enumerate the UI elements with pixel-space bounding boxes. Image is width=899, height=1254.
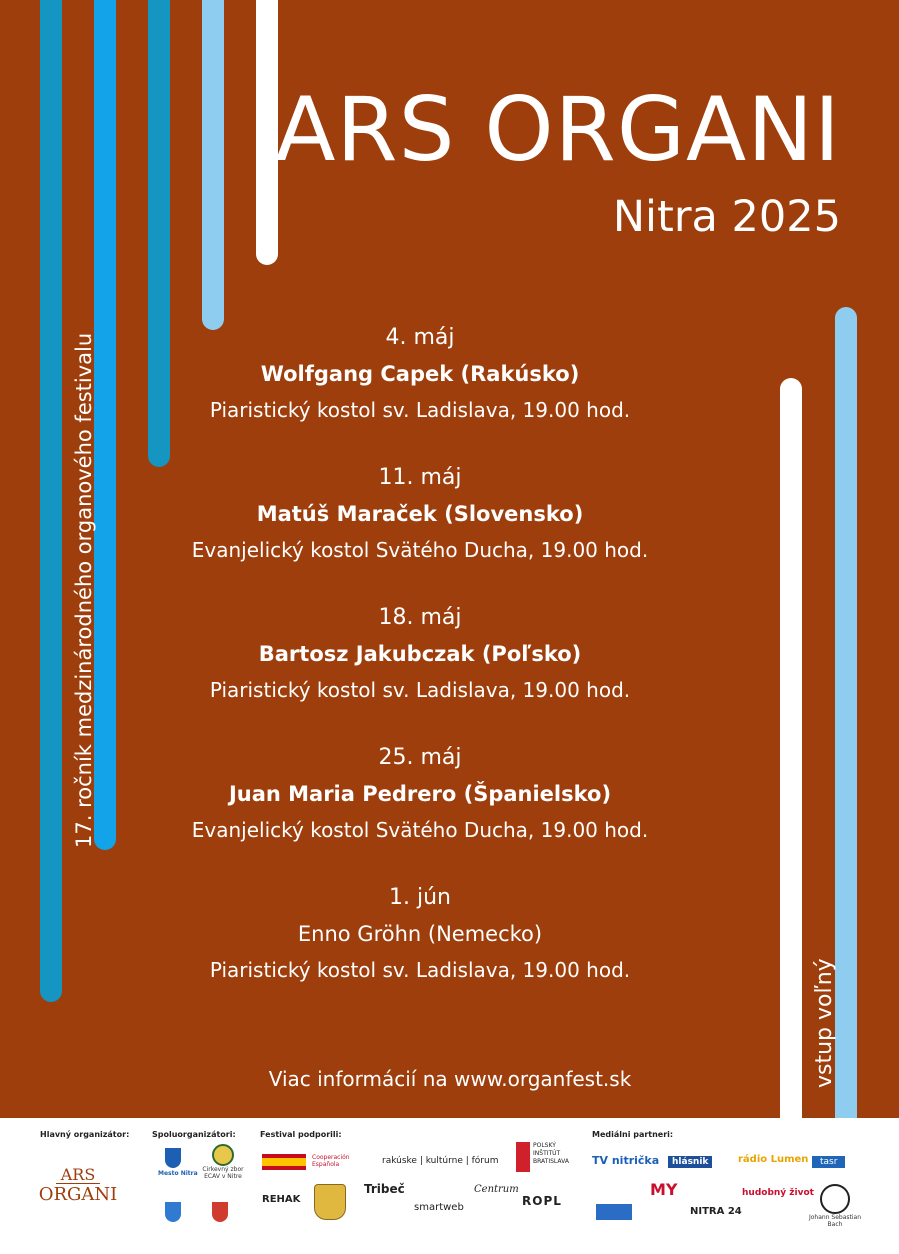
event-item [120,600,720,740]
event-venue: Evanjelický kostol Svätého Ducha, 19.00 hod. [191,818,649,842]
main-organizer-label: Hlavný organizátor: [40,1130,130,1139]
my-logo: MY [650,1180,678,1199]
tribec-logo: Tribeč [364,1182,405,1196]
event-item [120,740,720,880]
centrum-logo: Centrum [474,1184,519,1195]
polish-institute-icon [516,1142,530,1172]
cooperacion-logo: Cooperación Española [312,1154,350,1168]
pipe-light-left [202,0,224,330]
supporters-label: Festival podporili: [260,1130,342,1139]
event-venue: Piaristický kostol sv. Ladislava, 19.00 hod. [209,398,631,422]
church-crest-icon [212,1202,228,1222]
event-item [120,460,720,600]
event-item [120,880,720,1020]
event-list [120,320,720,1020]
festival-edition-text: 17. ročník medzinárodného organového festivalu [72,332,96,848]
event-artist: Enno Gröhn (Nemecko) [297,922,543,946]
mesto-nitra-logo: Mesto Nitra [158,1170,198,1177]
ars-organi-logo: ARS ORGANI [38,1165,118,1205]
event-date: 4. máj [385,325,455,350]
entry-free-text: vstup voľný [812,958,837,1088]
event-date: 18. máj [378,605,462,630]
event-artist: Bartosz Jakubczak (Poľsko) [258,642,582,666]
nitra-crest-icon [165,1148,181,1168]
pipe-white-right [780,378,802,1118]
event-venue: Evanjelický kostol Svätého Ducha, 19.00 hod. [191,538,649,562]
ecav-seal-icon [212,1144,234,1166]
tasr-logo: tasr [812,1156,845,1168]
hlasnik-logo: hlásnik [668,1156,712,1168]
event-item [120,320,720,460]
coat-of-arms-icon [314,1184,346,1220]
pipe-teal-left [40,0,62,1002]
ecav-logo: Cirkevný zbor ECAV v Nitre [202,1166,244,1180]
region-crest-icon [165,1202,181,1222]
hudobny-zivot-logo: hudobný život [742,1188,814,1198]
tv-nitricka-logo: TV nitrička [592,1154,660,1167]
event-artist: Matúš Maraček (Slovensko) [256,502,584,526]
co-organizers-label: Spoluorganizátori: [152,1130,236,1139]
ropl-logo: ROPL [522,1194,562,1208]
spain-flag-icon [262,1154,306,1170]
smartweb-logo: smartweb [414,1202,464,1213]
sponsor-footer [0,1118,899,1254]
radio-lumen-logo: rádio Lumen [738,1154,809,1165]
nitra24-logo: NITRA 24 [690,1206,742,1217]
event-venue: Piaristický kostol sv. Ladislava, 19.00 hod. [209,678,631,702]
event-date: 11. máj [378,465,462,490]
austrian-culture-forum-logo: rakúske | kultúrne | fórum [382,1156,499,1166]
media-label: Mediálni partneri: [592,1130,674,1139]
event-date: 1. jún [389,885,451,910]
rehak-logo: REHAK [262,1194,301,1205]
website-info: Viac informácií na www.organfest.sk [268,1067,632,1091]
polish-institute-logo: POLSKÝ INŠTITÚT BRATISLAVA [533,1142,569,1165]
pipe-light-right [835,307,857,1118]
festival-subtitle: Nitra 2025 [612,192,841,242]
festival-title: ARS ORGANI [275,78,841,181]
bach-logo: Johann Sebastian Bach [808,1214,862,1228]
event-venue: Piaristický kostol sv. Ladislava, 19.00 hod. [209,958,631,982]
event-date: 25. máj [378,745,462,770]
pipe-blue-left [94,0,116,850]
event-artist: Juan Maria Pedrero (Španielsko) [228,782,612,806]
bach-seal-icon [820,1184,850,1214]
ce-logo-icon [596,1204,632,1220]
event-artist: Wolfgang Capek (Rakúsko) [260,362,580,386]
